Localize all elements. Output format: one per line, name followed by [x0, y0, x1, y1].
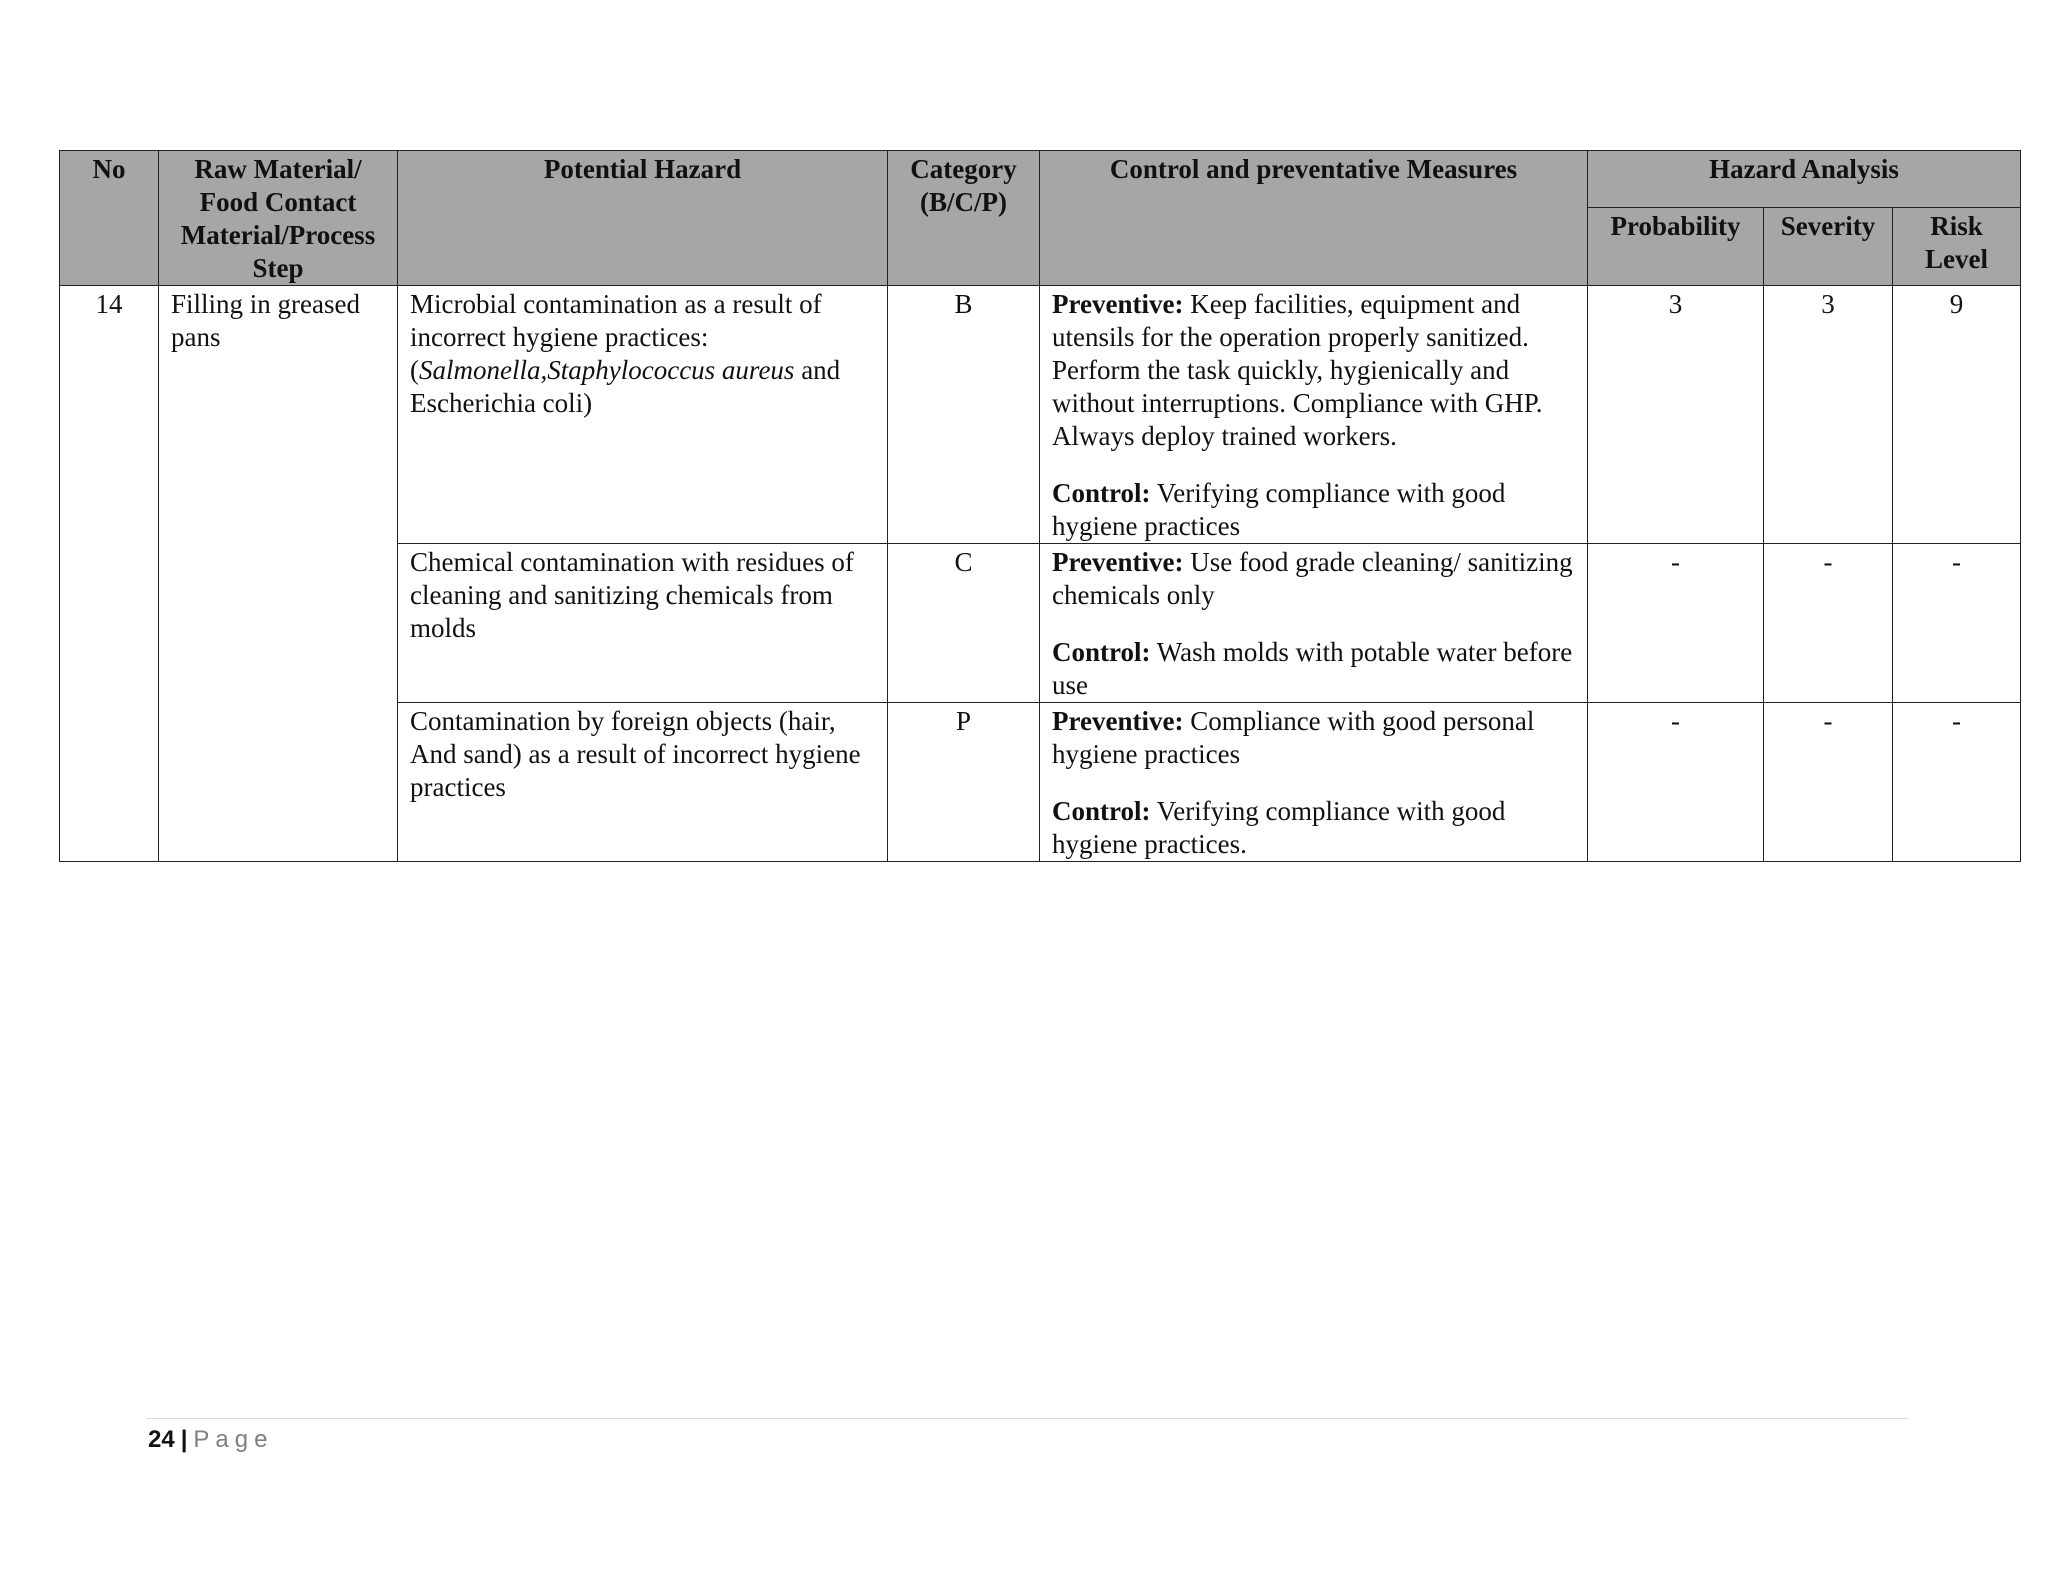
- risk-level-value: -: [1893, 703, 2021, 862]
- header-no: No: [60, 151, 159, 286]
- hazard-category: C: [888, 544, 1040, 703]
- preventive-label: Preventive:: [1052, 547, 1184, 577]
- page-label: Page: [193, 1426, 274, 1453]
- header-risk-level: Risk Level: [1893, 208, 2021, 286]
- hazard-text-suffix: and Escherichia coli): [410, 355, 841, 418]
- footer-divider: [146, 1418, 1908, 1419]
- severity-value: -: [1764, 544, 1893, 703]
- risk-level-value: -: [1893, 544, 2021, 703]
- header-potential-hazard: Potential Hazard: [398, 151, 888, 286]
- header-category: Category (B/C/P): [888, 151, 1040, 286]
- control-measures: [1040, 544, 1588, 703]
- control-text: Wash molds with potable water before use: [1052, 637, 1573, 700]
- table-row: [60, 286, 2021, 544]
- severity-value: -: [1764, 703, 1893, 862]
- header-probability: Probability: [1588, 208, 1764, 286]
- hazard-description: Contamination by foreign objects (hair, And sand) as a result of incorrect hygiene practices: [398, 703, 888, 862]
- control-measures: [1040, 286, 1588, 544]
- hazard-organisms: Salmonella,Staphylococcus aureus: [419, 355, 795, 385]
- preventive-measure: [1052, 288, 1575, 453]
- control-label: Control:: [1052, 478, 1151, 508]
- page-number: 24: [148, 1426, 175, 1453]
- page-footer: [148, 1424, 273, 1456]
- preventive-label: Preventive:: [1052, 706, 1184, 736]
- control-label: Control:: [1052, 637, 1151, 667]
- preventive-text: Compliance with good personal hygiene practices: [1052, 706, 1535, 769]
- preventive-measure: [1052, 546, 1575, 612]
- process-step: Filling in greased pans: [159, 286, 398, 862]
- hazard-category: P: [888, 703, 1040, 862]
- preventive-label: Preventive:: [1052, 289, 1184, 319]
- preventive-text: Keep facilities, equipment and utensils for the operation properly sanitized. Perform the task quickly, hygienically and without interruptions. Compliance with GHP. Always deploy trained workers.: [1052, 289, 1543, 451]
- hazard-description: Chemical contamination with residues of cleaning and sanitizing chemicals from molds: [398, 544, 888, 703]
- hazard-category: B: [888, 286, 1040, 544]
- control-text: Verifying compliance with good hygiene practices.: [1052, 796, 1506, 859]
- step-number: 14: [60, 286, 159, 862]
- header-hazard-analysis: Hazard Analysis: [1588, 151, 2021, 208]
- risk-level-value: 9: [1893, 286, 2021, 544]
- footer-separator: |: [180, 1426, 188, 1453]
- probability-value: -: [1588, 544, 1764, 703]
- control-label: Control:: [1052, 796, 1151, 826]
- preventive-measure: [1052, 705, 1575, 771]
- control-measure: [1052, 795, 1575, 861]
- header-severity: Severity: [1764, 208, 1893, 286]
- preventive-text: Use food grade cleaning/ sanitizing chemicals only: [1052, 547, 1573, 610]
- header-control-measures: Control and preventative Measures: [1040, 151, 1588, 286]
- severity-value: 3: [1764, 286, 1893, 544]
- control-measures: [1040, 703, 1588, 862]
- control-measure: [1052, 636, 1575, 702]
- control-measure: [1052, 477, 1575, 543]
- hazard-analysis-table: [59, 150, 2021, 862]
- control-text: Verifying compliance with good hygiene practices: [1052, 478, 1506, 541]
- hazard-text: Microbial contamination as a result of incorrect hygiene practices: (: [410, 289, 822, 385]
- probability-value: 3: [1588, 286, 1764, 544]
- probability-value: -: [1588, 703, 1764, 862]
- hazard-description: [398, 286, 888, 544]
- header-raw-material: Raw Material/ Food Contact Material/Process Step: [159, 151, 398, 286]
